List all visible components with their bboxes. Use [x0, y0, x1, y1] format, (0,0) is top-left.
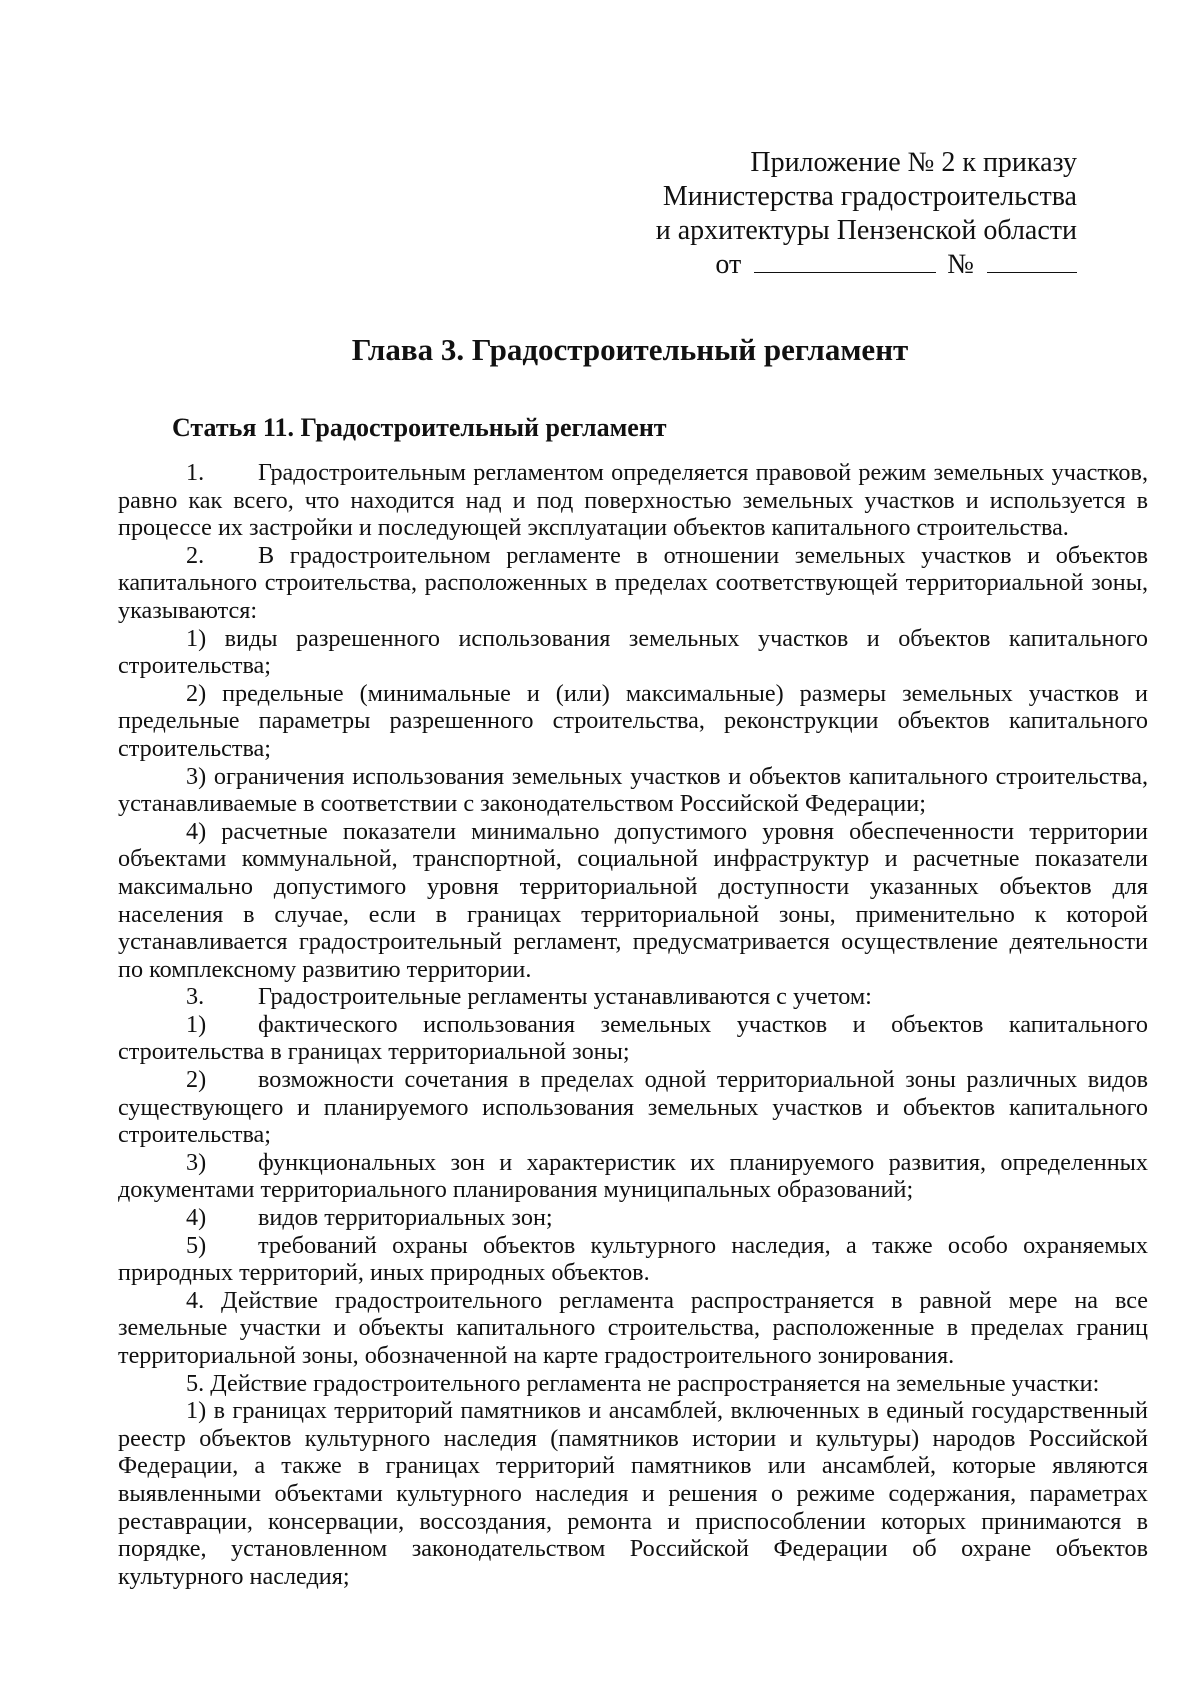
- chapter-title: Глава 3. Градостроительный регламент: [351, 332, 909, 367]
- item-number: 5): [186, 1231, 207, 1259]
- document-body: [118, 459, 1148, 1590]
- paragraph: [118, 1287, 1148, 1370]
- paragraph-text: 1) виды разрешенного использования земельных участков и объектов капитального строительства;: [118, 624, 1148, 680]
- paragraph: [118, 1066, 1148, 1149]
- paragraph-text: Градостроительные регламенты устанавливаются с учетом:: [258, 983, 872, 1011]
- article-title: Статья 11. Градостроительный регламент: [172, 413, 667, 442]
- header-line-2: Министерства градостроительства: [662, 181, 1077, 212]
- item-number: 4): [186, 1204, 207, 1232]
- paragraph: [118, 1011, 1148, 1066]
- header-from-label: от: [715, 249, 742, 280]
- paragraph-text: 4. Действие градостроительного регламента распространяется в равной мере на все земельные участки и объекты капитального строительства, расположенные в пределах границ территориальной зоны, обозначенной на карте градостроительного зонирования.: [118, 1286, 1148, 1369]
- paragraph-text: 3) ограничения использования земельных участков и объектов капитального строительства, устанавливаемые в соответствии с законодательством Российской Федерации;: [118, 762, 1148, 818]
- item-number: 2.: [186, 541, 205, 569]
- number-blank: [987, 271, 1077, 273]
- paragraph-text: 5. Действие градостроительного регламента не распространяется на земельные участки:: [186, 1369, 1100, 1397]
- paragraph-text: фактического использования земельных участков и объектов капитального строительства в границах территориальной зоны;: [118, 1010, 1148, 1066]
- paragraph: [118, 983, 1148, 1011]
- paragraph: [118, 1370, 1148, 1398]
- paragraph: [118, 818, 1148, 984]
- paragraph: [118, 763, 1148, 818]
- item-number: 3.: [186, 983, 205, 1011]
- paragraph: [118, 1149, 1148, 1204]
- date-blank: [754, 271, 936, 273]
- item-number: 1.: [186, 459, 205, 486]
- paragraph-text: возможности сочетания в пределах одной территориальной зоны различных видов существующего и планируемого использования земельных участков и объектов капитального строительства;: [118, 1066, 1148, 1149]
- item-number: 1): [186, 1010, 207, 1038]
- header-line-4: [656, 248, 1077, 282]
- paragraph-text: В градостроительном регламенте в отношении земельных участков и объектов капитального строительства, расположенных в пределах соответствующей территориальной зоны, указываются:: [118, 541, 1148, 624]
- header-line-3: и архитектуры Пензенской области: [655, 215, 1077, 246]
- paragraph: [118, 625, 1148, 680]
- paragraph-text: Градостроительным регламентом определяется правовой режим земельных участков, равно как всего, что находится над и под поверхностью земельных участков и используется в процессе их застройки и последующей эксплуатации объектов капитального строительства.: [118, 459, 1148, 542]
- paragraph: [118, 459, 1148, 542]
- header-number-label: №: [947, 249, 974, 280]
- item-number: 2): [186, 1066, 207, 1094]
- paragraph-text: 4) расчетные показатели минимально допустимого уровня обеспеченности территории объектами коммунальной, транспортной, социальной инфраструктур и расчетные показатели максимально допустимого уровня территориальной доступности указанных объектов для населения в случае, если в границах территориальной зоны, применительно к которой устанавливается градостроительный регламент, предусматривается осуществление деятельности по комплексному развитию территории.: [118, 817, 1148, 983]
- paragraph: [118, 1232, 1148, 1287]
- paragraph-text: требований охраны объектов культурного наследия, а также особо охраняемых природных территорий, иных природных объектов.: [118, 1231, 1148, 1287]
- paragraph-text: 2) предельные (минимальные и (или) максимальные) размеры земельных участков и предельные параметры разрешенного строительства, реконструкции объектов капитального строительства;: [118, 679, 1148, 762]
- paragraph-text: функциональных зон и характеристик их планируемого развития, определенных документами территориального планирования муниципальных образований;: [118, 1148, 1148, 1204]
- paragraph: [118, 1397, 1148, 1590]
- header-line-1: Приложение № 2 к приказу: [750, 147, 1077, 178]
- paragraph: [118, 680, 1148, 763]
- paragraph-text: видов территориальных зон;: [258, 1204, 553, 1232]
- paragraph-text: 1) в границах территорий памятников и ансамблей, включенных в единый государственный реестр объектов культурного наследия (памятников истории и культуры) народов Российской Федерации, а также в границах территорий памятников или ансамблей, которые являются выявленными объектами культурного наследия и решения о режиме содержания, параметрах реставрации, консервации, воссоздания, ремонта и приспособлении которых принимаются в порядке, установленном законодательством Российской Федерации об охране объектов культурного наследия;: [118, 1397, 1148, 1590]
- appendix-header: [656, 146, 1077, 282]
- paragraph: [118, 542, 1148, 625]
- paragraph: [118, 1204, 1148, 1232]
- item-number: 3): [186, 1148, 207, 1176]
